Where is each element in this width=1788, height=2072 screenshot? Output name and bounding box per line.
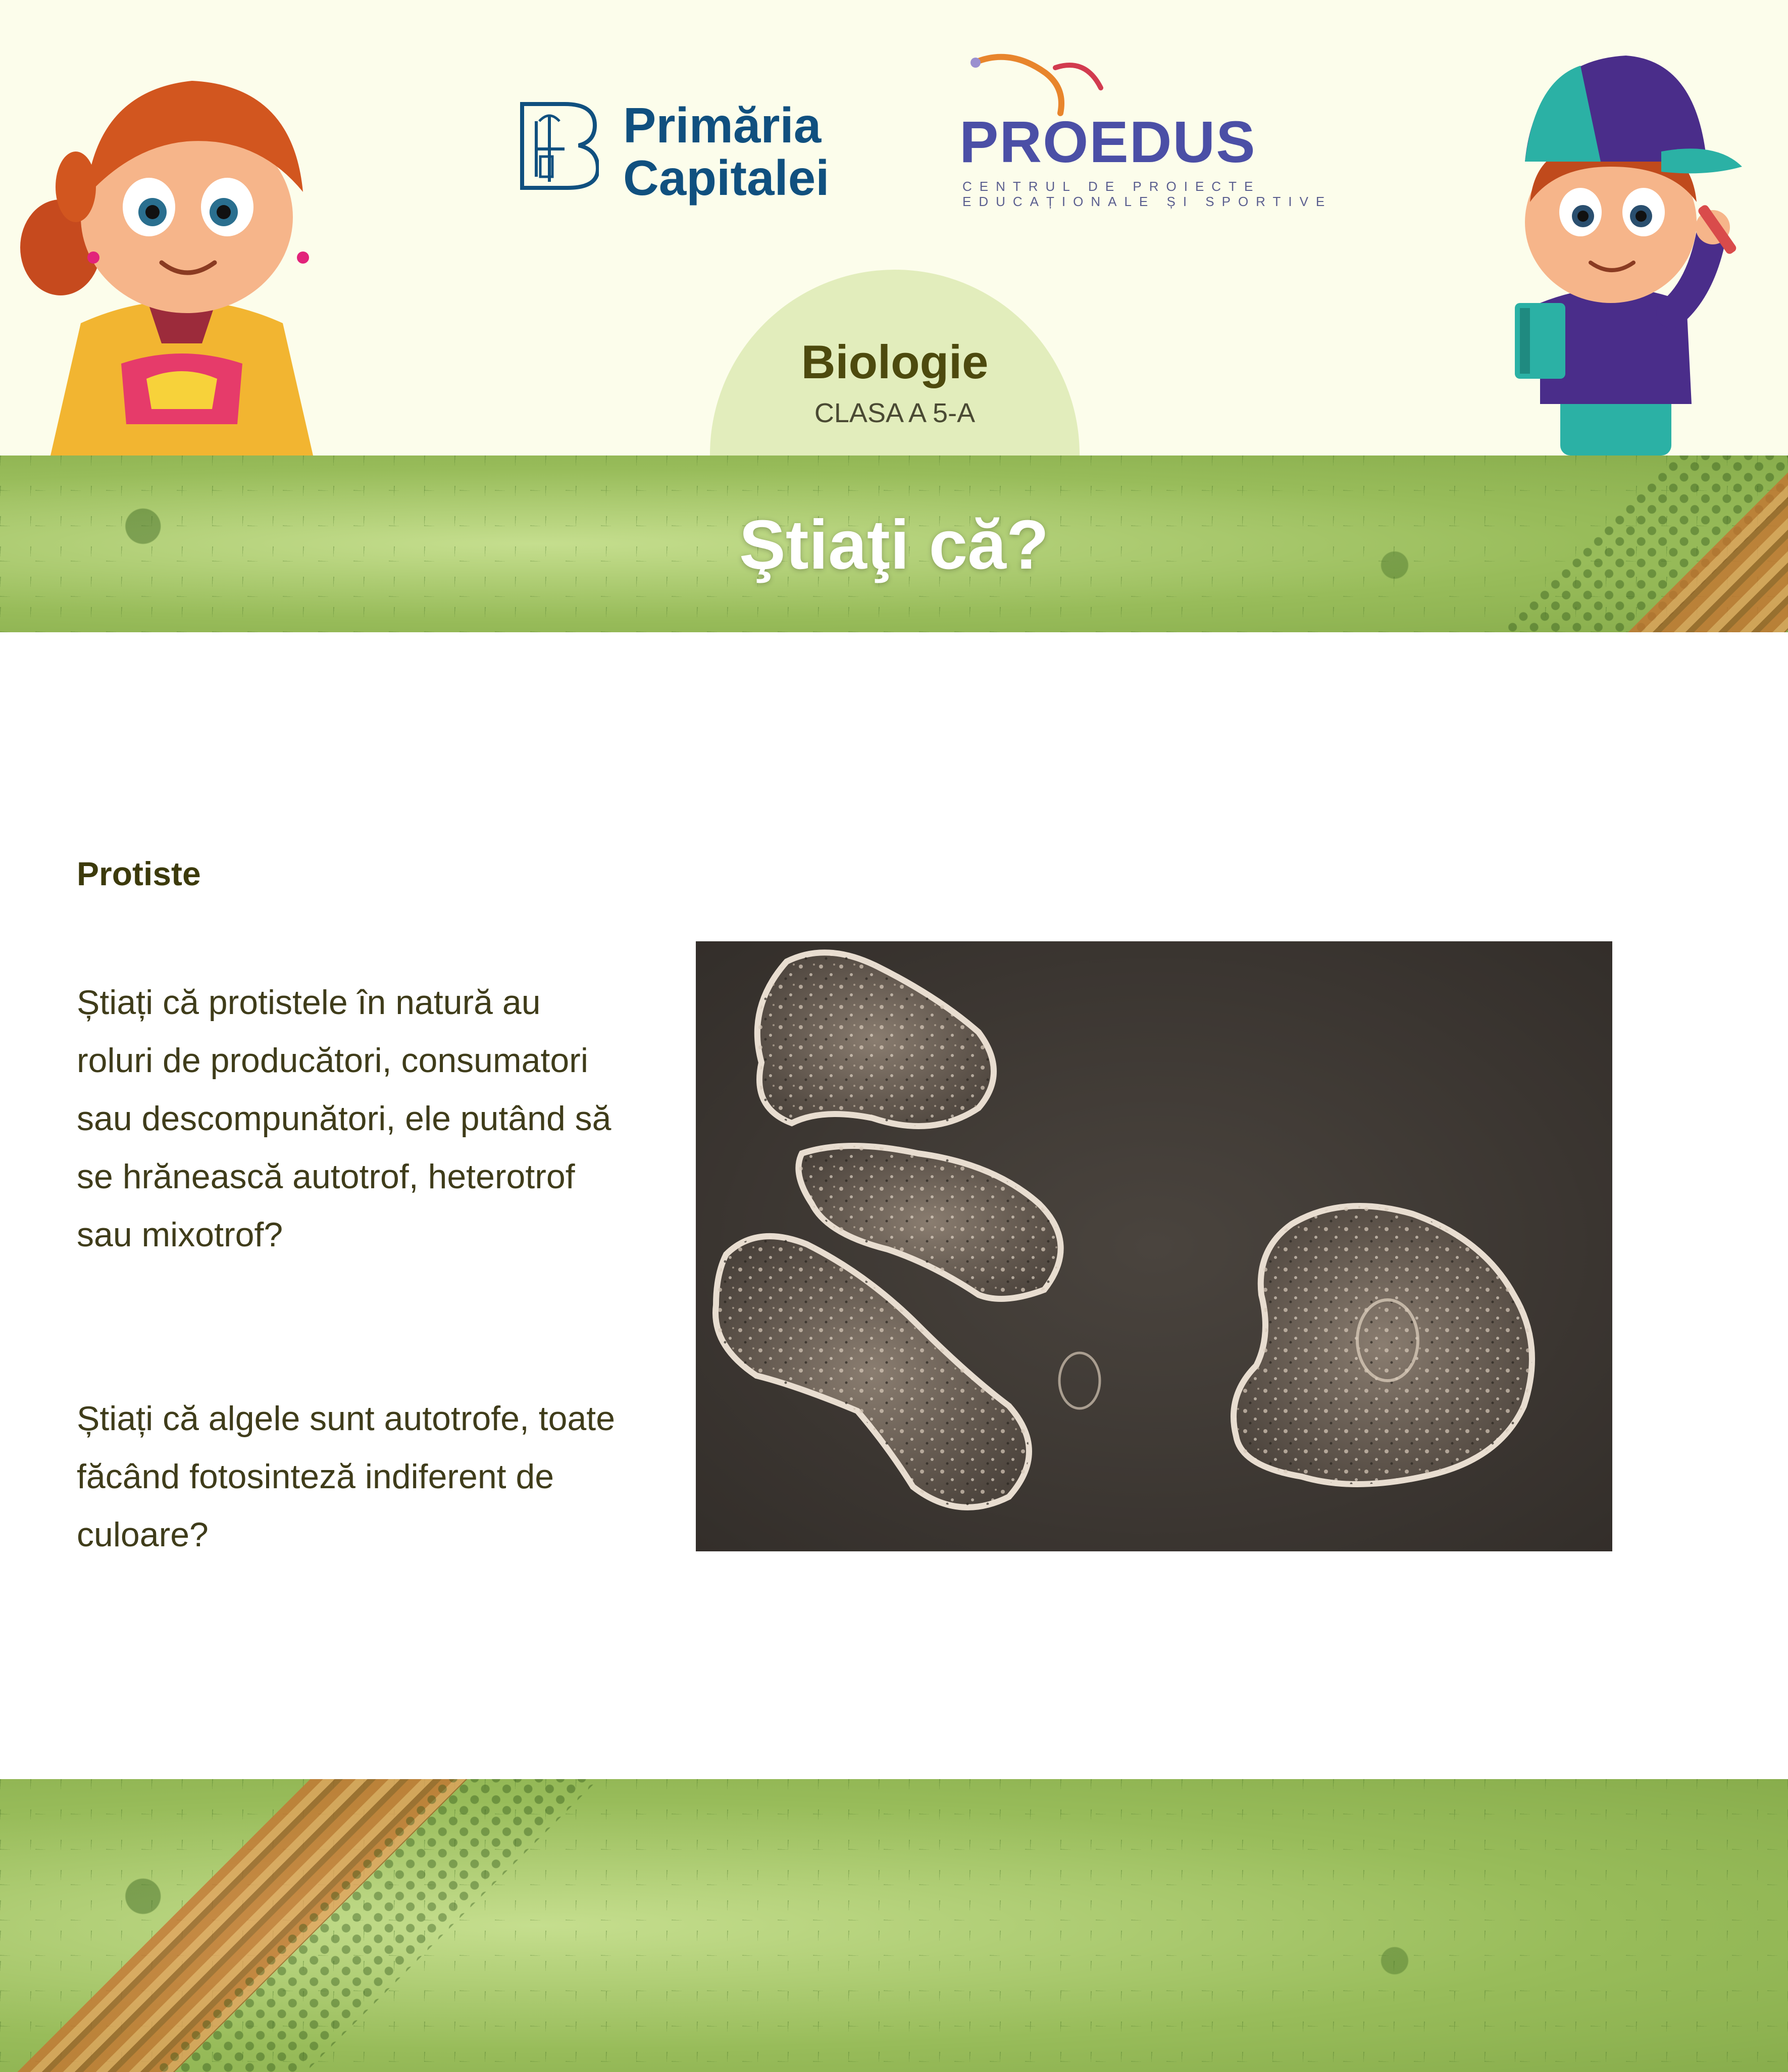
protist-micrograph-image — [696, 941, 1612, 1551]
proedus-subtitle-line2: EDUCAȚIONALE ȘI SPORTIVE — [962, 194, 1333, 209]
primaria-capitalei-logo — [519, 97, 852, 206]
grade-label: CLASA A 5-A — [814, 398, 976, 428]
fact-paragraph-2: Știați că algele sunt autotrofe, toate făcând fotosinteză indiferent de culoare? — [77, 1399, 616, 1554]
primaria-name-line1: Primăria — [623, 97, 822, 153]
proedus-subtitle-line1: CENTRUL DE PROIECTE — [962, 179, 1261, 194]
bottom-micrograph-banner — [0, 1779, 1788, 2072]
primaria-name-line2: Capitalei — [623, 150, 830, 206]
proedus-logo — [959, 53, 1333, 209]
girl-mascot-illustration — [20, 61, 343, 456]
boy-mascot-illustration — [1479, 50, 1752, 456]
proedus-wordmark: PROEDUS — [959, 109, 1256, 175]
banner-title: Ştiaţi că? — [739, 506, 1049, 584]
subject-title: Biologie — [801, 335, 989, 388]
section-title: Protiste — [77, 855, 201, 892]
page-header — [0, 0, 1788, 456]
primaria-b-emblem-icon — [519, 101, 599, 191]
fact-paragraph-1: Știați că protistele în natură au roluri de producători, consumatori sau descompunători, ele putând să se hrănească autotrof, heterotrof sau mixotrof? — [77, 983, 611, 1254]
